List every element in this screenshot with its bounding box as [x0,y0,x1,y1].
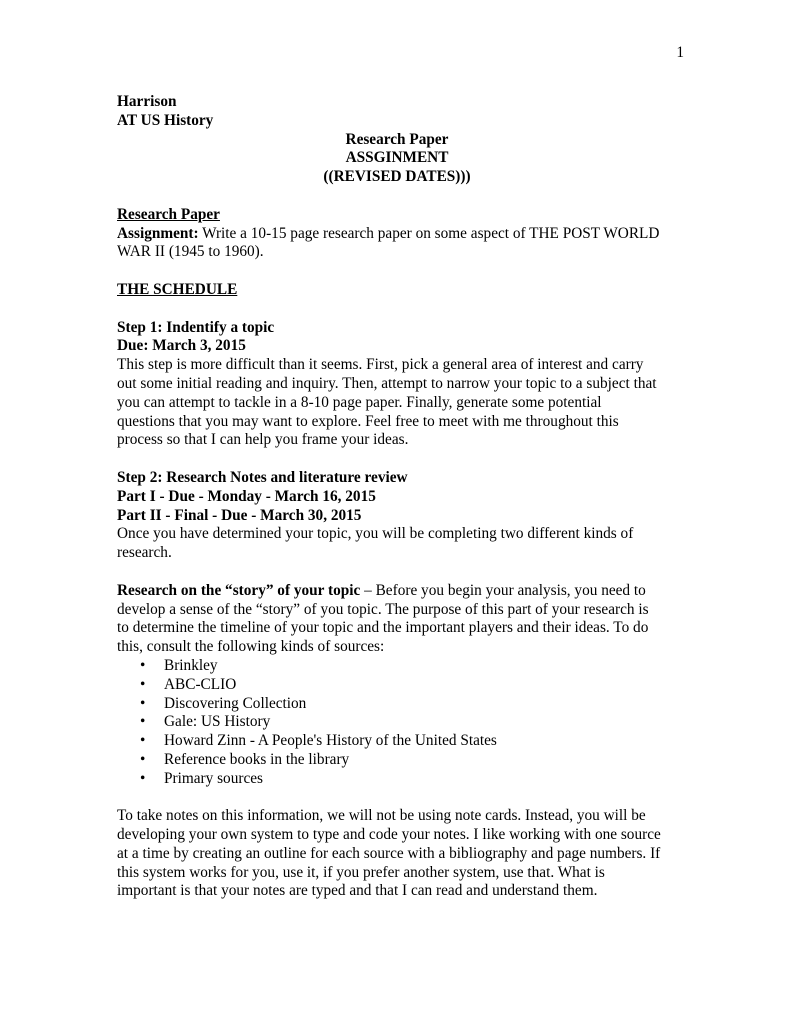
source-name: Reference books in the library [164,750,350,768]
list-item [117,751,677,770]
step1-text-line: you can attempt to tackle in a 8-10 page paper. Finally, generate some potential [117,393,602,411]
bullet-icon: • [140,713,146,731]
title-line-3: ((REVISED DATES))) [323,168,471,186]
schedule-heading: THE SCHEDULE [117,280,238,298]
bullet-icon: • [140,750,146,768]
notes-text-line: developing your own system to type and code your notes. I like working with one source [117,826,661,844]
step2-text-line: research. [117,544,172,562]
notes-text-line: this system works for you, use it, if you prefer another system, use that. What is [117,863,605,881]
bullet-icon: • [140,656,146,674]
list-item [117,657,677,676]
step1-due: Due: March 3, 2015 [117,337,246,355]
spacer [117,788,677,807]
source-name: Discovering Collection [164,694,307,712]
bullet-icon: • [140,675,146,693]
spacer [117,300,677,319]
step1-text-line: questions that you may want to explore. Feel free to meet with me throughout this [117,412,619,430]
notes-text-line: To take notes on this information, we will not be using note cards. Instead, you will be [117,807,646,825]
assignment-label: Assignment: [117,224,199,242]
story-text-1: – Before you begin your analysis, you need to [360,581,646,599]
assignment-line-2: WAR II (1945 to 1960). [117,243,264,261]
story-text-line: develop a sense of the “story” of you topic. The purpose of this part of your research is [117,600,649,618]
course-name: AT US History [117,111,214,129]
list-item [117,732,677,751]
source-name: Gale: US History [164,713,271,731]
source-name: Brinkley [164,656,218,674]
step2-text-line: Once you have determined your topic, you will be completing two different kinds of [117,525,634,543]
list-item [117,713,677,732]
source-name: Howard Zinn - A People's History of the United States [164,732,497,750]
story-line-1 [117,582,677,601]
source-name: Primary sources [164,769,263,787]
assignment-text-1: Write a 10-15 page research paper on some aspect of THE POST WORLD [198,224,660,242]
story-text-line: this, consult the following kinds of sources: [117,638,385,656]
spacer [117,262,677,281]
bullet-icon: • [140,769,146,787]
step1-title: Step 1: Indentify a topic [117,318,275,336]
teacher-name: Harrison [117,93,177,110]
step2-part2-due: Part II - Final - Due - March 30, 2015 [117,506,362,524]
assignment-line-1 [117,225,677,244]
document-body [117,93,677,901]
step2-title: Step 2: Research Notes and literature review [117,468,408,486]
list-item [117,770,677,789]
spacer [117,187,677,206]
notes-text-line: important is that your notes are typed and that I can read and understand them. [117,882,598,900]
step2-part1-due: Part I - Due - Monday - March 16, 2015 [117,487,376,505]
bullet-icon: • [140,732,146,750]
assignment-heading: Research Paper [117,205,220,223]
list-item [117,676,677,695]
step1-text-line: out some initial reading and inquiry. Then, attempt to narrow your topic to a subject that [117,374,657,392]
list-item [117,695,677,714]
title-line-1: Research Paper [345,130,449,148]
spacer [117,563,677,582]
page-number: 1 [676,44,684,61]
spacer [117,450,677,469]
sources-list [117,657,677,789]
source-name: ABC-CLIO [164,675,237,693]
story-label: Research on the “story” of your topic [117,581,361,599]
bullet-icon: • [140,694,146,712]
step1-text-line: This step is more difficult than it seems. First, pick a general area of interest and carry [117,356,644,374]
story-text-line: to determine the timeline of your topic and the important players and their ideas. To do [117,619,649,637]
step1-text-line: process so that I can help you frame your ideas. [117,431,409,449]
title-line-2: ASSGINMENT [345,149,449,167]
notes-text-line: at a time by creating an outline for each source with a bibliography and page numbers. If [117,844,661,862]
